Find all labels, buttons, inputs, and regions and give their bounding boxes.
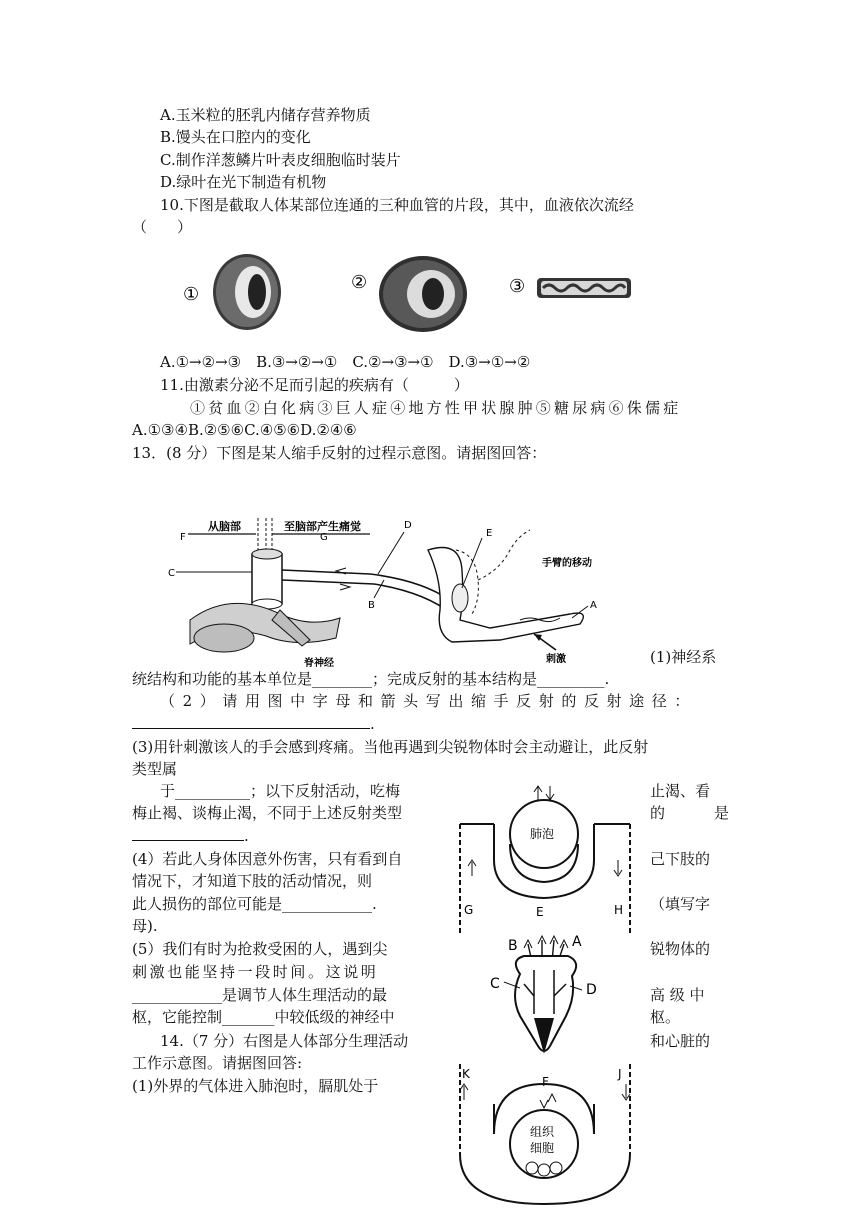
vessel-label-1: ① [183,284,200,305]
label-B: B [368,600,375,611]
q13-p4-line4: 母). [132,917,158,935]
q13-p4-line1: (4）若此人身体因意外伤害，只有看到自 [132,850,403,868]
q13-p5-line4: 枢，它能控制_______中较低级的神经中 [132,1008,395,1026]
label-A: A [590,600,597,611]
q13-p5-line1: (5）我们有时为抢救受困的人，遇到尖 [132,940,388,958]
label-tissue-2: 细胞 [530,1141,555,1155]
reflex-arc-figure [160,510,620,670]
q11-items: ①贫血②白化病③巨人症④地方性甲状腺肿⑤糖尿病⑥侏儒症 [190,399,682,417]
tissue-cell-loop [460,1084,630,1204]
q13-p4-line3: 此人损伤的部位可能是____________. [132,895,377,913]
q11-stem: 11.由激素分泌不足而引起的疾病有（ ） [160,376,469,394]
label-H-vessel: H [614,903,624,917]
label-J-vessel: J [618,1067,622,1081]
vertebra [190,603,340,652]
q11-options: A.①③④B.②⑤⑥C.④⑤⑥D.②④⑥ [132,421,357,439]
vessel-label-2: ② [351,272,368,293]
vessel-label-3: ③ [509,276,526,297]
label-D: D [404,520,412,531]
vessel-3-capillary [537,278,631,298]
q13-p5-line4-right: 枢。 [650,1008,681,1026]
label-E: E [486,528,493,539]
answer-blank[interactable] [132,712,370,729]
label-F-vessel: F [542,1075,549,1089]
blood-vessels-figure [175,244,645,344]
q13-p3-line3-right: 止渴、看 [650,782,711,800]
label-B-heart: B [508,938,518,954]
label-to-brain: 至脑部产生痛觉 [284,520,361,533]
q13-p1-part2: 统结构和功能的基本单位是________；完成反射的基本结构是_________. [132,670,610,688]
q13-p3-line2: 类型属 [132,760,178,778]
q13-p4-line3-right: （填写字 [650,895,711,913]
vessel-1-artery [213,254,281,330]
label-arm-move: 手臂的移动 [542,558,592,569]
q13-p5-line3-right: 高 级 中 [650,986,705,1004]
label-E-vessel: E [536,905,544,919]
q10-stem-line2: （ ） [132,218,193,236]
label-stimulus: 刺激 [546,654,566,665]
label-D-heart: D [586,982,597,998]
label-from-brain: 从脑部 [208,520,241,533]
answer-blank[interactable] [132,824,244,841]
circulation-figure [450,784,640,1214]
q13-p2-answer-line: . [132,712,375,735]
q9-option-b: B.馒头在口腔内的变化 [160,128,311,146]
label-C: C [168,568,175,579]
q13-p4-line2: 情况下，才知道下肢的活动情况，则 [132,872,373,890]
q13-p5-line2: 刺激也能坚持一段时间。这说明 [132,963,379,981]
q13-p2-stem: （2）请用图中字母和箭头写出缩手反射的反射途径： [160,692,697,710]
q13-p3-line1: (3)用针刺激该人的手会感到疼痛。当他再遇到尖锐物体时会主动避让，此反射 [132,738,649,756]
label-C-heart: C [490,976,500,992]
label-K-vessel: K [462,1067,470,1081]
label-G: G [320,532,328,543]
label-spinal-nerve: 脊神经 [304,658,334,669]
q13-stem: 13．(8 分）下图是某人缩手反射的过程示意图。请据图回答： [132,444,547,462]
q14-p1: (1)外界的气体进入肺泡时，膈肌处于 [132,1077,379,1095]
q9-option-a: A.玉米粒的胚乳内储存营养物质 [160,106,371,124]
q10-options: A.①→②→③ B.③→②→① C.②→③→① D.③→①→② [160,353,531,371]
arm [428,530,583,642]
label-G-vessel: G [464,903,474,917]
q14-stem-line1-right: 和心脏的 [650,1032,711,1050]
label-alveolus: 肺泡 [530,827,555,841]
label-A-heart: A [572,934,582,950]
q13-p4-line1-right: 己下肢的 [650,850,711,868]
heart [490,934,597,1054]
q13-p3-answer-line: . [132,824,249,847]
q13-p3-line4-right1: 的 [650,804,666,822]
label-tissue-1: 组织 [530,1125,555,1139]
q13-p3-line4: 梅止褐、谈梅止渴，不同于上述反射类型 [132,804,403,822]
alveolus-loop [494,786,594,898]
q13-p5-line3: ____________是调节人体生理活动的最 [132,986,388,1004]
q13-p3-line3: 于__________；以下反射活动，吃梅 [160,782,401,800]
spinal-cord [252,549,282,609]
q13-p3-line4-right2: 是 [714,804,730,822]
q9-option-c: C.制作洋葱鳞片叶表皮细胞临时装片 [160,151,401,169]
q9-option-d: D.绿叶在光下制造有机物 [160,173,327,191]
q14-stem-line2: 工作示意图。请据图回答: [132,1054,303,1072]
q14-stem-line1: 14.（7 分）右图是人体部分生理活动 [160,1032,409,1050]
q13-p5-line1-right: 锐物体的 [650,940,711,958]
efferent-nerve-D [282,580,452,614]
q10-stem-line1: 10.下图是截取人体某部位连通的三种血管的片段，其中，血液依次流经 [160,196,634,214]
afferent-nerve-B [282,570,457,622]
q13-p1-part1: (1)神经系 [650,648,717,666]
vessel-2-vein [379,256,467,332]
label-F: F [180,532,186,543]
